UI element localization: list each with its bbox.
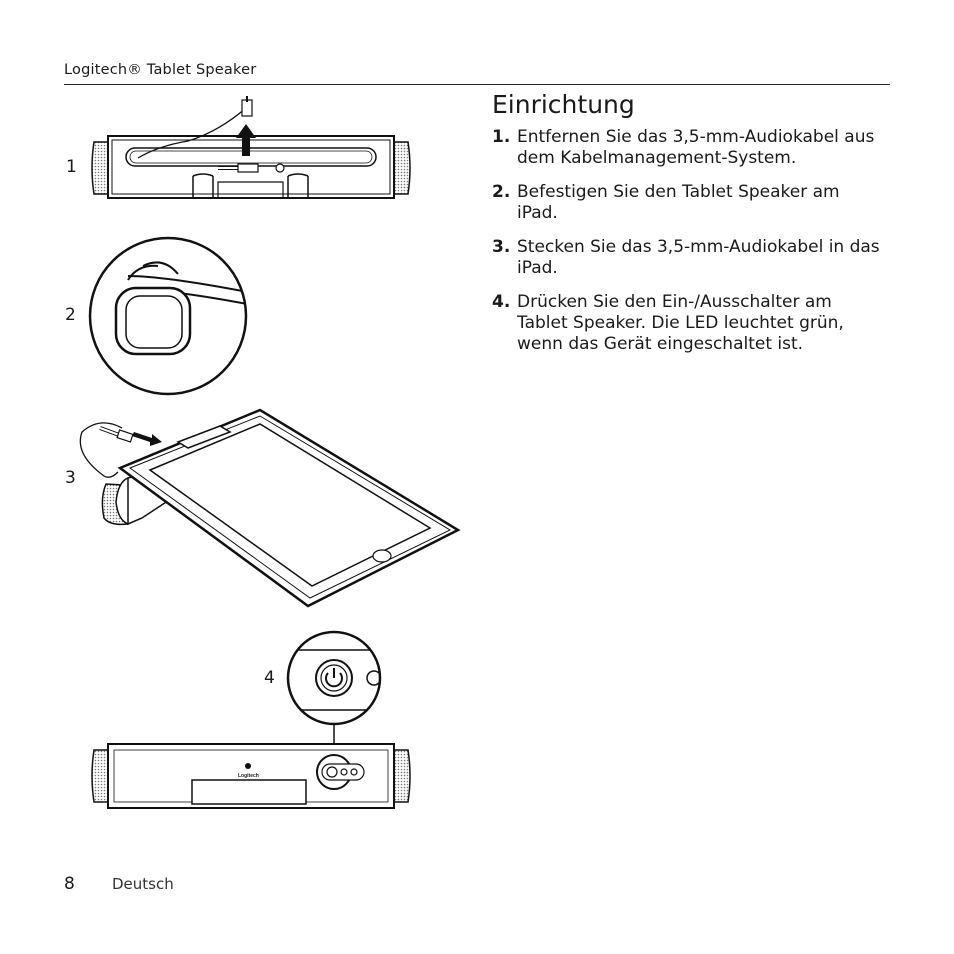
step-text: Befestigen Sie den Tablet Speaker am iPad. xyxy=(517,182,840,223)
figure-label-2: 2 xyxy=(65,305,76,325)
page-number: 8 xyxy=(64,874,75,894)
step-text: Entfernen Sie das 3,5-mm-Audiokabel aus dem Kabelmanagement-System. xyxy=(517,127,875,168)
section-title: Einrichtung xyxy=(492,90,635,119)
figure-3-ipad-cable-illustration xyxy=(70,406,465,611)
figure-2-attach-illustration xyxy=(88,236,248,396)
step-4 xyxy=(492,292,882,355)
header-rule xyxy=(64,84,890,85)
figure-label-3: 3 xyxy=(65,468,76,488)
figure-4-power-button-illustration xyxy=(88,630,414,812)
step-number: 3. xyxy=(492,237,511,257)
step-number: 1. xyxy=(492,127,511,147)
step-1 xyxy=(492,127,882,169)
footer-language: Deutsch xyxy=(112,875,174,893)
step-text: Stecken Sie das 3,5-mm-Audiokabel in das iPad. xyxy=(517,237,880,278)
running-header: Logitech® Tablet Speaker xyxy=(64,62,257,78)
step-number: 4. xyxy=(492,292,511,312)
figure-label-1: 1 xyxy=(66,157,77,177)
step-number: 2. xyxy=(492,182,511,202)
step-text: Drücken Sie den Ein-/Ausschalter am Tablet Speaker. Die LED leuchtet grün, wenn das Gerät eingeschaltet ist. xyxy=(517,292,844,354)
step-2 xyxy=(492,182,882,224)
setup-steps xyxy=(492,127,882,368)
step-3 xyxy=(492,237,882,279)
figure-1-remove-cable-illustration xyxy=(88,96,414,206)
figure-label-4: 4 xyxy=(264,668,275,688)
logitech-logo-text: Logitech xyxy=(238,773,259,779)
